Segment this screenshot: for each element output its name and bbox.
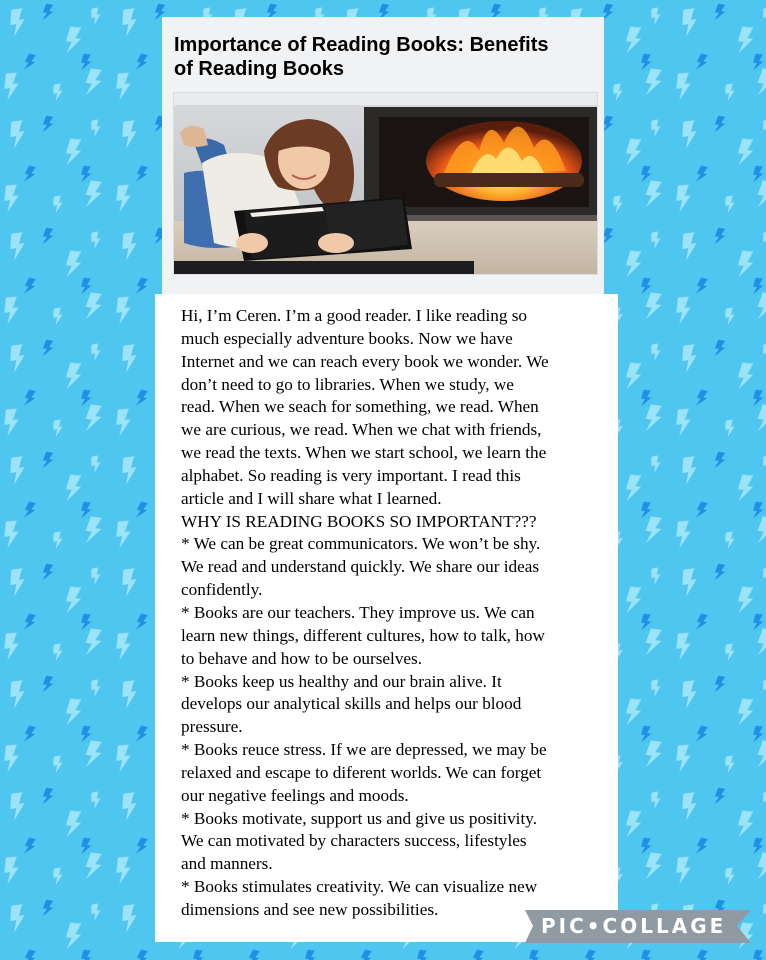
text-line: * Books are our teachers. They improve us. We can — [181, 602, 535, 622]
article-title-line-2: of Reading Books — [174, 58, 345, 80]
text-line: dimensions and see new possibilities. — [181, 899, 439, 919]
text-line: * Books stimulates creativity. We can visualize new — [181, 877, 538, 897]
text-line: We can motivated by characters success, lifestyles — [181, 831, 527, 851]
reading-woman-photo — [173, 92, 598, 275]
text-line: our negative feelings and moods. — [181, 785, 409, 805]
article-title — [174, 33, 599, 81]
text-line: much especially adventure books. Now we have — [181, 328, 513, 348]
text-line: * Books keep us healthy and our brain alive. It — [181, 671, 502, 691]
article-text-card — [155, 294, 618, 942]
text-line: We read and understand quickly. We share our ideas — [181, 557, 540, 577]
text-line: we are curious, we read. When we chat with friends, — [181, 420, 542, 440]
text-line: * Books motivate, support us and give us positivity. — [181, 808, 537, 828]
text-line: alphabet. So reading is very important. I read this — [181, 465, 521, 485]
text-line: to behave and how to be ourselves. — [181, 648, 423, 668]
text-line: we read the texts. When we start school, we learn the — [181, 443, 547, 463]
text-line: learn new things, different cultures, how to talk, how — [181, 625, 545, 645]
text-line: confidently. — [181, 580, 263, 600]
article-title-line-1: Importance of Reading Books: Benefits — [174, 34, 549, 56]
text-line: read. When we seach for something, we read. When — [181, 397, 539, 417]
article-body — [181, 305, 606, 922]
section-heading: WHY IS READING BOOKS SO IMPORTANT??? — [181, 511, 537, 531]
text-line: don’t need to go to libraries. When we study, we — [181, 374, 514, 394]
text-line: relaxed and escape to diferent worlds. We can forget — [181, 762, 542, 782]
text-line: and manners. — [181, 854, 273, 874]
text-line: Hi, I’m Ceren. I’m a good reader. I like reading so — [181, 306, 528, 325]
text-line: develops our analytical skills and helps our blood — [181, 694, 522, 714]
text-line: Internet and we can reach every book we wonder. We — [181, 351, 549, 371]
watermark-text: PIC•COLLAGE — [541, 914, 727, 938]
text-line: pressure. — [181, 717, 243, 737]
text-line: * We can be great communicators. We won’t be shy. — [181, 534, 541, 554]
piccollage-watermark — [525, 910, 751, 943]
article-header-card — [162, 17, 604, 294]
text-line: * Books reuce stress. If we are depressed, we may be — [181, 740, 547, 760]
text-line: article and I will share what I learned. — [181, 488, 442, 508]
